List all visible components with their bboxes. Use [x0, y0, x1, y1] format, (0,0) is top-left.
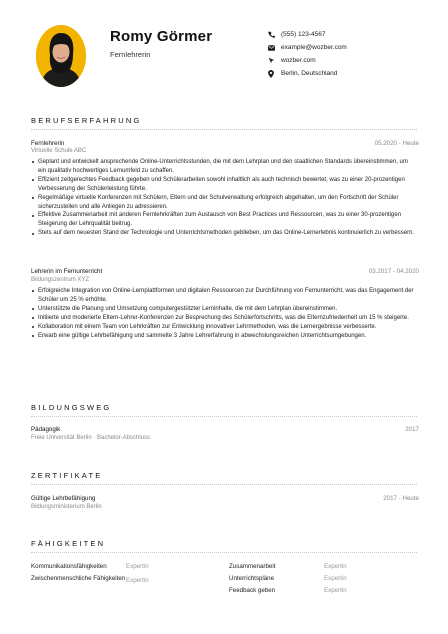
section-divider	[31, 484, 417, 485]
link-icon	[268, 57, 278, 64]
list-item: Kollaboration mit einem Team von Lehrkräften zur Entwicklung innovativer Lehrmethoden, was die Lernergebnisse verbesserte.	[31, 323, 417, 332]
section-title-education: BILDUNGSWEG	[31, 403, 112, 412]
job-2-organization: Bildungszentrum XYZ	[31, 277, 90, 283]
profile-photo	[36, 25, 86, 87]
contact-website-text: wozber.com	[281, 57, 316, 64]
section-divider	[31, 416, 417, 417]
job-1-bullets	[31, 158, 417, 238]
contact-website	[268, 54, 347, 67]
location-icon	[268, 70, 278, 78]
phone-icon	[268, 31, 278, 38]
list-item: Regelmäßige virtuelle Konferenzen mit Schülern, Eltern und der Schulverwaltung erfolgreich abgehalten, um den Fortschritt der Schüler sicherzustellen und alle Anliegen zu adressieren.	[31, 194, 417, 212]
list-item: Erfolgreiche Integration von Online-Lernplattformen und digitalen Ressourcen zur Durchführung von Fernunterricht, was das Engagement der Schüler um 25 % erhöhte.	[31, 287, 417, 305]
contact-location-text: Berlin, Deutschland	[281, 70, 338, 77]
skills-right-stack	[229, 575, 419, 599]
job-title: Fernlehrerin	[110, 50, 151, 59]
person-name: Romy Görmer	[110, 28, 213, 45]
contact-phone	[268, 28, 347, 41]
list-item: Effektive Zusammenarbeit mit anderen Fernlehrkräften zum Austausch von Best Practices und Ressourcen, was zu einer 30-prozentigen Steigerung der Lehrqualität beitrug.	[31, 211, 417, 229]
section-divider	[31, 552, 417, 553]
job-1-date: 05.2020 - Heute	[374, 140, 419, 147]
contact-email	[268, 41, 347, 54]
skill-level: Expertin	[126, 577, 149, 584]
skill-name: Feedback geben	[229, 587, 276, 594]
skill-name: Zusammenarbeit	[229, 563, 276, 570]
list-item: Geplant und entwickelt ansprechende Online-Unterrichtsstunden, die mit dem Lehrplan und den staatlichen Standards übereinstimmen, um ein qualitativ hochwertiges Lernumfeld zu schaffen.	[31, 158, 417, 176]
contact-phone-text: (555) 123-4567	[281, 31, 326, 38]
job-1-header	[31, 140, 419, 147]
list-item: Erwarb eine gültige Lehrbefähigung und sammelte 3 Jahre Lehrerfahrung in abwechslungsreichen Unterrichtsumgebungen.	[31, 332, 417, 341]
job-2-bullets	[31, 287, 417, 340]
skill-level: Expertin	[324, 587, 347, 594]
contact-location	[268, 67, 347, 80]
list-item: Unterstützte die Planung und Umsetzung computergestützter Lerninhalte, die mit dem Lehrplan übereinstimmen.	[31, 305, 417, 314]
contact-list	[268, 28, 347, 80]
job-1-organization: Virtuelle Schule ABC	[31, 148, 87, 154]
skill-level: Expertin	[126, 563, 149, 570]
list-item: Stets auf dem neuesten Stand der Technologie und Unterrichtsmethoden geblieben, um das Online-Lernerlebnis kontinuierlich zu verbessern.	[31, 229, 417, 238]
skill-name: Kommunikationsfähigkeiten	[31, 563, 107, 570]
skill-level: Expertin	[324, 575, 347, 582]
certificate-organization: Bildungsministerium Berlin	[31, 504, 102, 510]
certificate-date: 2017 - Heute	[383, 495, 419, 502]
job-2-date: 03.2017 - 04.2020	[368, 268, 419, 275]
contact-email-text: example@wozber.com	[281, 44, 347, 51]
section-title-certificates: ZERTIFIKATE	[31, 471, 103, 480]
list-item: Effizient zeitgerechtes Feedback gegeben und Schülerarbeiten sowohl inhaltlich als auch technisch bewertet, was zu einer 20-prozentigen Verbesserung der Schülerleistung führte.	[31, 176, 417, 194]
skills-grid	[31, 563, 419, 599]
job-2-header	[31, 268, 419, 275]
section-title-skills: FÄHIGKEITEN	[31, 539, 106, 548]
job-2-role: Lehrerin im Fernunterricht	[31, 268, 103, 275]
education-date: 2017	[405, 426, 419, 433]
list-item: Initiierte und moderierte Eltern-Lehrer-Konferenzen zur Besprechung des Schülerfortschritts, was die Elternzufriedenheit um 15 % steigerte.	[31, 314, 417, 323]
section-title-experience: BERUFSERFAHRUNG	[31, 116, 142, 125]
certificate-header	[31, 495, 419, 502]
education-organization: Freie Universität Berlin · Bachelor-Abschluss	[31, 435, 151, 441]
education-field: Pädagogik	[31, 426, 61, 433]
job-1-role: Fernlehrerin	[31, 140, 65, 147]
skill-name: Unterrichtspläne	[229, 575, 275, 582]
education-header	[31, 426, 419, 433]
skill-level: Expertin	[324, 563, 347, 570]
skill-name: Zwischenmenschliche Fähigkeiten	[31, 575, 126, 582]
certificate-name: Gültige Lehrbefähigung	[31, 495, 96, 502]
section-divider	[31, 129, 417, 130]
mail-icon	[268, 45, 278, 51]
